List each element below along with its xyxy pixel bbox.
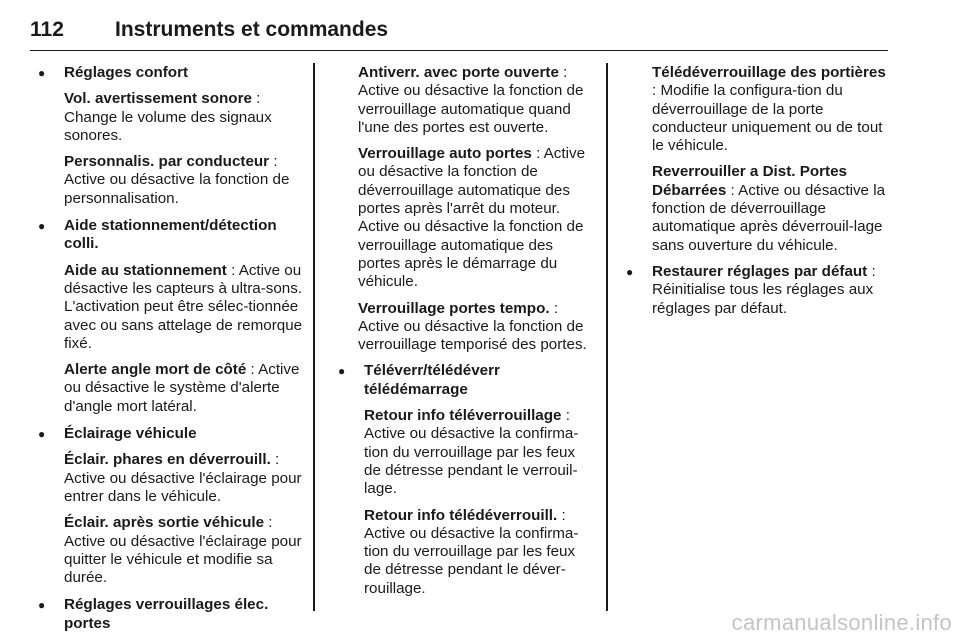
column-divider-2 [606, 63, 608, 611]
setting-term: Reverrouiller a Dist. Portes Débarrées [652, 163, 847, 199]
column-divider-1 [313, 63, 315, 611]
setting-entry [364, 407, 594, 498]
setting-term: Télédéverrouillage des portières [652, 64, 886, 81]
setting-term: Éclair. après sortie véhicule [64, 514, 265, 532]
setting-entry [64, 451, 304, 506]
setting-term: Aide au stationnement [64, 261, 227, 279]
page-number: 112 [30, 18, 64, 41]
setting-desc: : Active ou désactive l'éclairage pour entrer dans le véhicule. [64, 451, 302, 505]
page-header [30, 18, 888, 51]
section-title: Aide stationnement/détection colli. [64, 217, 277, 253]
setting-desc: : Active ou désactive le système d'alerte d'angle mort latéral. [64, 361, 300, 415]
section-remote-locking [338, 362, 594, 598]
setting-entry [652, 64, 888, 155]
setting-entry [358, 64, 594, 137]
setting-entry [64, 90, 304, 145]
setting-entry [64, 514, 304, 587]
setting-term: Retour info télédéverrouill. [364, 506, 558, 524]
section-title: Réglages confort [64, 64, 189, 81]
setting-entry [358, 300, 594, 355]
bullet-icon: ● [38, 219, 46, 234]
setting-term: Verrouillage auto portes [358, 145, 532, 163]
setting-desc: : Active ou désactive la fonction de déverrouillage automatique des portes après l'arrêt du moteur. Active ou désactive la fonction de verrouillage automatique des portes après le démarrage du véhicule. [358, 145, 586, 291]
watermark: carmanualsonline.info [731, 610, 952, 635]
section-parking-assist [38, 217, 304, 416]
setting-desc: : Réinitialise tous les réglages aux réglages par défaut. [652, 262, 876, 317]
column-2 [338, 64, 594, 607]
bullet-icon: ● [38, 66, 46, 80]
setting-entry [64, 262, 304, 353]
section-restore-defaults [626, 263, 888, 318]
section-vehicle-lighting [38, 425, 304, 587]
setting-term: Vol. avertissement sonore [64, 90, 252, 108]
section-power-locks [38, 596, 304, 633]
setting-desc: : Active ou désactive la fonction de déverrouillage automatique après déverrouil-lage sans ouverture du véhicule. [652, 181, 886, 254]
setting-desc: : Active ou désactive la fonction de verrouillage automatique quand l'une des portes est ouverte. [358, 64, 584, 136]
setting-entry [364, 507, 594, 598]
setting-entry [358, 145, 594, 291]
bullet-icon: ● [38, 598, 46, 613]
setting-desc: : Active ou désactive la confirma-tion du verrouillage par les feux de détresse pendant le verrouil-lage. [364, 407, 579, 498]
bullet-icon: ● [626, 264, 634, 279]
column-1 [38, 64, 304, 642]
setting-desc: : Active ou désactive l'éclairage pour quitter le véhicule et modifie sa durée. [64, 514, 302, 587]
setting-desc: : Modifie la configura-tion du déverrouillage de la porte conducteur uniquement ou de tout le véhicule. [652, 82, 883, 155]
setting-desc: : Active ou désactive la fonction de verrouillage temporisé des portes. [358, 299, 587, 354]
section-title: Téléverr/télédéverr télédémarrage [364, 362, 500, 398]
page-title: Instruments et commandes [115, 18, 389, 41]
setting-desc: : Active ou désactive les capteurs à ultra-sons. L'activation peut être sélec-tionnée avec ou sans attelage de remorque fixé. [64, 261, 303, 352]
bullet-icon: ● [338, 364, 346, 379]
column-3 [626, 64, 888, 327]
setting-term: Verrouillage portes tempo. [358, 299, 550, 317]
setting-term: Personnalis. par conducteur [64, 153, 270, 171]
setting-term: Alerte angle mort de côté [64, 361, 247, 379]
setting-desc: : Active ou désactive la fonction de personnalisation. [64, 153, 290, 207]
section-title: Réglages verrouillages élec. portes [64, 596, 269, 632]
setting-entry [64, 361, 304, 416]
setting-desc: : Change le volume des signaux sonores. [64, 90, 272, 144]
setting-desc: : Active ou désactive la confirma-tion du verrouillage par les feux de détresse pendant le déver-rouillage. [364, 506, 579, 597]
bullet-icon: ● [38, 427, 46, 442]
setting-term: Antiverr. avec porte ouverte [358, 64, 559, 81]
setting-term: Retour info téléverrouillage [364, 407, 562, 425]
section-comfort-settings [38, 64, 304, 208]
setting-entry [64, 153, 304, 208]
setting-entry [652, 163, 888, 254]
setting-term: Restaurer réglages par défaut [652, 262, 868, 280]
setting-term: Éclair. phares en déverrouill. [64, 451, 271, 469]
section-title: Éclairage véhicule [64, 425, 197, 443]
